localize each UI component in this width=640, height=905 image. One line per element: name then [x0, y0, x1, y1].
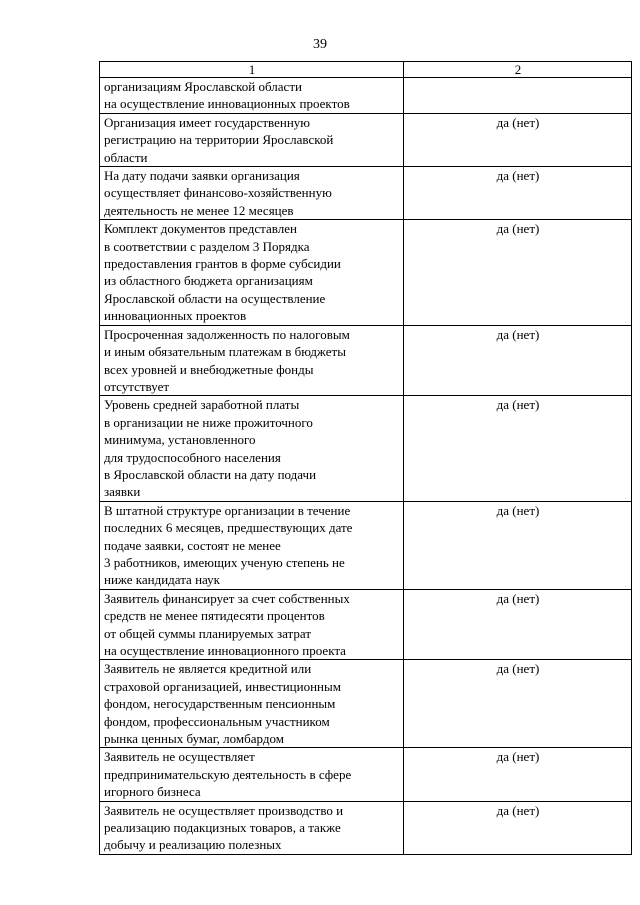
criterion-cell: Заявитель не является кредитной или страховой организацией, инвестиционным фондом, негосударственным пенсионным фондом, профессиональным участником рынка ценных бумаг, ломбардом: [100, 660, 404, 748]
criterion-cell: Просроченная задолженность по налоговым и иным обязательным платежам в бюджеты всех уровней и внебюджетные фонды отсутствует: [100, 325, 404, 396]
table-row: [100, 801, 632, 854]
table-row: [100, 167, 632, 220]
criterion-cell: В штатной структуре организации в течение последних 6 месяцев, предшествующих дате подаче заявки, состоят не менее 3 работников, имеющих ученую степень не ниже кандидата наук: [100, 501, 404, 589]
criterion-cell: Уровень средней заработной платы в организации не ниже прожиточного минимума, установленного для трудоспособного населения в Ярославской области на дату подачи заявки: [100, 396, 404, 501]
table-row: [100, 396, 632, 501]
answer-cell: да (нет): [404, 589, 632, 660]
table-row: [100, 748, 632, 801]
criteria-table: [99, 61, 632, 855]
answer-cell: да (нет): [404, 167, 632, 220]
answer-cell: да (нет): [404, 113, 632, 166]
criterion-cell: организациям Ярославской области на осуществление инновационных проектов: [100, 78, 404, 114]
criterion-cell: Заявитель не осуществляет производство и реализацию подакцизных товаров, а также добычу и реализацию полезных: [100, 801, 404, 854]
criterion-cell: На дату подачи заявки организация осуществляет финансово-хозяйственную деятельность не менее 12 месяцев: [100, 167, 404, 220]
answer-cell: да (нет): [404, 220, 632, 325]
answer-cell: да (нет): [404, 660, 632, 748]
answer-cell: да (нет): [404, 748, 632, 801]
answer-cell: [404, 78, 632, 114]
table-row: [100, 113, 632, 166]
answer-cell: да (нет): [404, 325, 632, 396]
column-header-criterion: 1: [100, 62, 404, 78]
criterion-cell: Заявитель финансирует за счет собственных средств не менее пятидесяти процентов от общей суммы планируемых затрат на осуществление инновационного проекта: [100, 589, 404, 660]
page-number: 39: [313, 37, 327, 52]
column-header-answer: 2: [404, 62, 632, 78]
table-row: [100, 78, 632, 114]
table-row: [100, 660, 632, 748]
table-row: [100, 220, 632, 325]
criterion-cell: Организация имеет государственную регистрацию на территории Ярославской области: [100, 113, 404, 166]
table-row: [100, 325, 632, 396]
criterion-cell: Заявитель не осуществляет предпринимательскую деятельность в сфере игорного бизнеса: [100, 748, 404, 801]
table-row: [100, 589, 632, 660]
table-header-row: [100, 62, 632, 78]
table-row: [100, 501, 632, 589]
answer-cell: да (нет): [404, 396, 632, 501]
answer-cell: да (нет): [404, 501, 632, 589]
answer-cell: да (нет): [404, 801, 632, 854]
criterion-cell: Комплект документов представлен в соответствии с разделом 3 Порядка предоставления грантов в форме субсидии из областного бюджета организациям Ярославской области на осуществление инновационных проектов: [100, 220, 404, 325]
